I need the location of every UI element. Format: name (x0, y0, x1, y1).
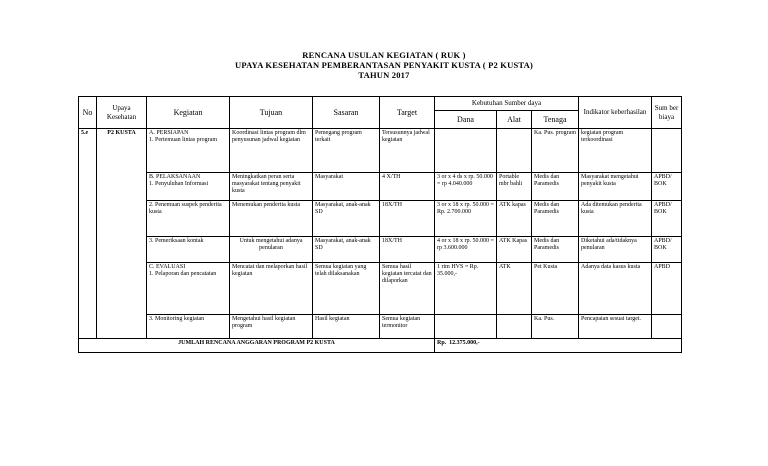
target-cell: Semua hasil kegiatan tercatat dan dilaporkan (380, 263, 435, 315)
indikator-cell: Adanya data kasus kusta (579, 263, 652, 315)
sumber-cell: APBD/ BOK (652, 173, 682, 201)
target-cell: Semua kegiatan termonitor (380, 315, 435, 339)
alat-cell (497, 129, 532, 173)
header-tujuan: Tujuan (230, 97, 313, 129)
ruk-table (78, 96, 682, 353)
table-row (79, 201, 682, 237)
sasaran-cell: Hasil kegiatan (313, 315, 380, 339)
tujuan-cell: Mengetahui hasil kegiatan program (230, 315, 313, 339)
indikator-cell: Pencapaian sesuai target. (579, 315, 652, 339)
section-label: C. EVALUASI (149, 264, 186, 270)
indikator-cell: kegiatan program terkoordinasi (579, 129, 652, 173)
dana-cell: 4 or x 18 x rp. 50.000 = rp 3.600.000 (435, 237, 497, 263)
target-cell: 18X/TH (380, 201, 435, 237)
kegiatan-cell: 3. Monitoring kegiatan (147, 315, 230, 339)
target-cell: 4 X/TH (380, 173, 435, 201)
indikator-cell: Diketahui ada/tidaknya penularan (579, 237, 652, 263)
tujuan-cell: Koordinasi lintas program dlm penyusunan jadwal kegiatan (230, 129, 313, 173)
header-upaya: Upaya Kesehatan (97, 97, 147, 129)
kegiatan-text: 1. Pelaporan dan pencatatan (149, 271, 217, 278)
header-sasaran: Sasaran (313, 97, 380, 129)
header-kebutuhan: Kebutuhan Sumber daya (435, 97, 579, 111)
kegiatan-text: 1. Pertemuan lintas program (149, 137, 217, 144)
sasaran-cell: Masyarakat, anak-anak SD (313, 201, 380, 237)
row-number: 5.e (79, 129, 97, 339)
sasaran-cell: Masyarakat, anak-anak SD (313, 237, 380, 263)
target-cell: Tersusunnya jadwal kegiatan (380, 129, 435, 173)
document-title (0, 50, 768, 80)
tenaga-cell: Medis dan Paramedis (532, 201, 579, 237)
title-line-1: RENCANA USULAN KEGIATAN ( RUK ) (302, 50, 466, 60)
table-row (79, 129, 682, 173)
sumber-cell (652, 315, 682, 339)
dana-cell: 1 rim HVS = Rp. 35.000,- (435, 263, 497, 315)
tenaga-cell: Pet Kusta (532, 263, 579, 315)
sumber-cell: APBD/ BOK (652, 201, 682, 237)
alat-cell: Portable mbr bahli (497, 173, 532, 201)
tenaga-cell: Ka. Pus. program (532, 129, 579, 173)
sumber-cell: APBD/ BOK (652, 237, 682, 263)
tujuan-cell: Meningkatkan peran serta masyarakat tentang penyakit kusta (230, 173, 313, 201)
sasaran-cell: Semua kegiatan yang telah dilaksanakan (313, 263, 380, 315)
total-amount: 12.375.000,- (449, 340, 480, 346)
tujuan-cell: Untuk mengetahui adanya penularan (230, 237, 313, 263)
alat-cell: ATK kapas (497, 201, 532, 237)
header-target: Target (380, 97, 435, 129)
alat-cell: ATK (497, 263, 532, 315)
alat-cell (497, 315, 532, 339)
kegiatan-text: 1. Penyuluhan Informasi (149, 181, 209, 188)
title-line-2: UPAYA KESEHATAN PEMBERANTASAN PENYAKIT KUSTA ( P2 KUSTA) (235, 60, 533, 70)
tenaga-cell: Ka. Pus. (532, 315, 579, 339)
kegiatan-cell (147, 173, 230, 201)
sasaran-cell: Masyarakat (313, 173, 380, 201)
indikator-cell: Masyarakat mengetahui penyakit kusta (579, 173, 652, 201)
header-kegiatan: Kegiatan (147, 97, 230, 129)
section-label: A. PERSIAPAN (149, 130, 189, 136)
sasaran-cell: Pemegang program terkait (313, 129, 380, 173)
tenaga-cell: Medis dan Paramedis (532, 173, 579, 201)
kegiatan-cell: 2. Penemuan suspek penderita kusta (147, 201, 230, 237)
tenaga-cell: Medis dan Paramedis (532, 237, 579, 263)
dana-cell: 3 or x 18 x rp. 50.000 = Rp. 2.700.000 (435, 201, 497, 237)
header-no: No (79, 97, 97, 129)
header-dana: Dana (435, 111, 497, 129)
kegiatan-cell (147, 129, 230, 173)
table-row (79, 263, 682, 315)
total-row (79, 339, 682, 353)
dana-cell: 3 or x 4 ds x rp. 50.000 = rp 4.040.000 (435, 173, 497, 201)
sumber-cell (652, 129, 682, 173)
tujuan-cell: Mencatat dan melaporkan hasil kegiatan (230, 263, 313, 315)
header-indikator: Indikator keberhasilan (579, 97, 652, 129)
header-alat: Alat (497, 111, 532, 129)
tujuan-cell: Menemukan penderita kusta (230, 201, 313, 237)
total-rp: Rp. (437, 340, 447, 346)
sumber-cell: APBD (652, 263, 682, 315)
alat-cell: ATK Kapas (497, 237, 532, 263)
upaya-kesehatan: P2 KUSTA (97, 129, 147, 339)
table-row (79, 237, 682, 263)
kegiatan-cell: 3. Pemeriksaan kontak (147, 237, 230, 263)
total-label: JUMLAH RENCANA ANGGARAN PROGRAM P2 KUSTA (79, 339, 435, 353)
dana-cell (435, 315, 497, 339)
total-amount-cell (435, 339, 682, 353)
header-sumber: Sum ber biaya (652, 97, 682, 129)
target-cell: 18X/TH (380, 237, 435, 263)
dana-cell (435, 129, 497, 173)
table-row (79, 315, 682, 339)
header-tenaga: Tenaga (532, 111, 579, 129)
table-row (79, 173, 682, 201)
section-label: B. PELAKSANAAN (149, 174, 201, 180)
kegiatan-cell (147, 263, 230, 315)
indikator-cell: Ada ditemukan penderita kusta (579, 201, 652, 237)
title-line-3: TAHUN 2017 (358, 70, 410, 80)
